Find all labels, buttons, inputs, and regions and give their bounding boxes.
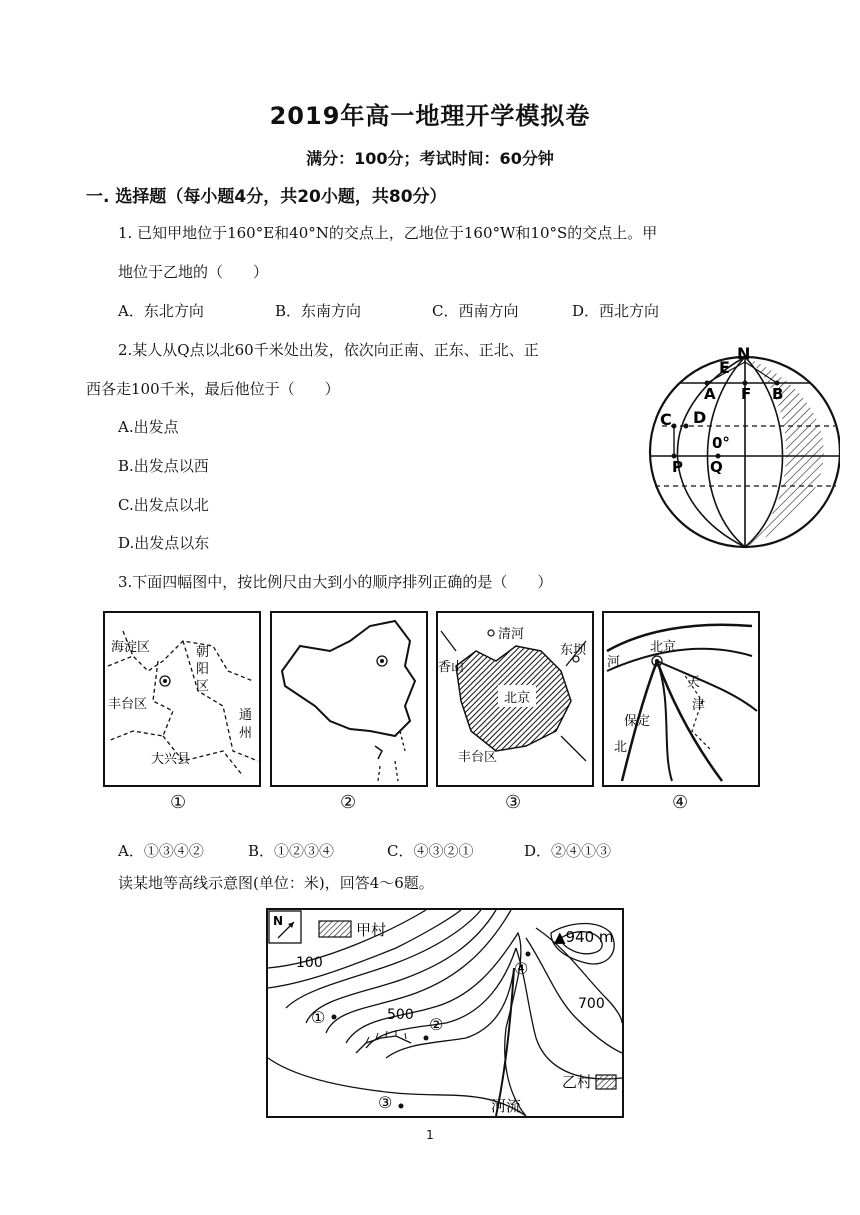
map-label-3: ③ bbox=[505, 792, 522, 813]
q4-6-intro: 读某地等高线示意图(单位：米)，回答4～6题。 bbox=[118, 874, 434, 892]
contour-peak: ▲940 m bbox=[554, 928, 614, 946]
q1-stem-line1: 1. 已知甲地位于160°E和40°N的交点上，乙地位于160°W和10°S的交点上。甲 bbox=[118, 224, 658, 242]
map1-chao: 朝 bbox=[196, 645, 210, 660]
map3-qinghe: 清河 bbox=[498, 627, 525, 642]
map-3-beijing-city bbox=[436, 611, 594, 787]
map-label-1: ① bbox=[170, 792, 187, 813]
q3-option-d: D．②④①③ bbox=[524, 842, 612, 860]
contour-yicun: 乙村 bbox=[562, 1073, 593, 1091]
page-number: 1 bbox=[426, 1128, 434, 1142]
map3-fengtai: 丰台区 bbox=[458, 750, 498, 765]
map4-baoding: 保定 bbox=[624, 714, 651, 729]
contour-north: N bbox=[273, 914, 284, 928]
contour-point-1: ① bbox=[311, 1008, 326, 1027]
map1-zhou: 州 bbox=[239, 726, 253, 741]
globe-label-zero: 0° bbox=[712, 434, 730, 452]
contour-label-100: 100 bbox=[296, 955, 323, 971]
q3-option-c: C．④③②① bbox=[387, 842, 474, 860]
globe-label-d: D bbox=[693, 408, 707, 427]
q1-stem-line2: 地位于乙地的（ ） bbox=[118, 263, 269, 281]
q2-option-c: C.出发点以北 bbox=[118, 496, 209, 514]
q2-option-d: D.出发点以东 bbox=[118, 534, 210, 552]
q2-option-b: B.出发点以西 bbox=[118, 457, 209, 475]
contour-label-700: 700 bbox=[578, 996, 605, 1012]
q3-option-b: B．①②③④ bbox=[248, 842, 335, 860]
section-heading: 一. 选择题（每小题4分，共20小题，共80分） bbox=[86, 187, 447, 207]
map1-haidian: 海淀区 bbox=[111, 640, 151, 655]
globe-label-f: F bbox=[741, 385, 752, 403]
q2-option-a: A.出发点 bbox=[118, 418, 179, 436]
map-2-china bbox=[270, 611, 428, 787]
q1-option-a: A．东北方向 bbox=[118, 302, 204, 320]
globe-label-b: B bbox=[772, 385, 784, 403]
q1-option-c: C．西南方向 bbox=[432, 302, 519, 320]
map4-he: 河 bbox=[607, 655, 621, 670]
map-label-2: ② bbox=[340, 792, 357, 813]
map-label-4: ④ bbox=[672, 792, 689, 813]
contour-map bbox=[266, 908, 624, 1118]
contour-label-500: 500 bbox=[387, 1007, 414, 1023]
q1-option-d: D．西北方向 bbox=[572, 302, 660, 320]
globe-label-n: N bbox=[737, 344, 751, 363]
map1-daxing: 大兴县 bbox=[151, 752, 191, 767]
map4-beijing: 北京 bbox=[650, 640, 677, 655]
page-title: 2019年高一地理开学模拟卷 bbox=[269, 102, 591, 130]
map3-dongba: 东坝 bbox=[560, 643, 587, 658]
map-1-districts bbox=[103, 611, 261, 787]
contour-point-4: ④ bbox=[514, 959, 529, 978]
q2-stem-line2: 西各走100千米，最后他位于（ ） bbox=[86, 380, 340, 398]
map3-xiangshan: 香山 bbox=[438, 660, 465, 675]
map4-jin: 津 bbox=[692, 698, 706, 713]
globe-label-a: A bbox=[704, 385, 716, 403]
map1-fengtai: 丰台区 bbox=[108, 697, 148, 712]
globe-label-p: P bbox=[672, 458, 683, 476]
exam-info: 满分：100分；考试时间：60分钟 bbox=[306, 149, 554, 168]
map-4-region bbox=[602, 611, 760, 787]
q3-option-a: A．①③④② bbox=[118, 842, 204, 860]
map1-yang: 阳 bbox=[196, 662, 210, 677]
contour-point-3: ③ bbox=[378, 1093, 393, 1112]
globe-label-q: Q bbox=[710, 458, 723, 476]
map4-tian: 天 bbox=[687, 675, 701, 690]
q1-option-b: B．东南方向 bbox=[275, 302, 362, 320]
globe-label-c: C bbox=[660, 410, 672, 429]
globe-figure bbox=[640, 340, 840, 555]
globe-label-e: E bbox=[719, 358, 730, 377]
map3-beijing: 北京 bbox=[504, 691, 531, 706]
map4-bei: 北 bbox=[614, 740, 628, 755]
contour-point-2: ② bbox=[429, 1015, 444, 1034]
contour-jiacun: 甲村 bbox=[356, 921, 387, 939]
contour-river: 河流 bbox=[491, 1097, 522, 1115]
map1-tong: 通 bbox=[239, 708, 253, 723]
q2-stem-line1: 2.某人从Q点以北60千米处出发，依次向正南、正东、正北、正 bbox=[118, 341, 539, 359]
q3-stem: 3.下面四幅图中，按比例尺由大到小的顺序排列正确的是（ ） bbox=[118, 573, 553, 591]
map1-qu: 区 bbox=[196, 679, 210, 694]
